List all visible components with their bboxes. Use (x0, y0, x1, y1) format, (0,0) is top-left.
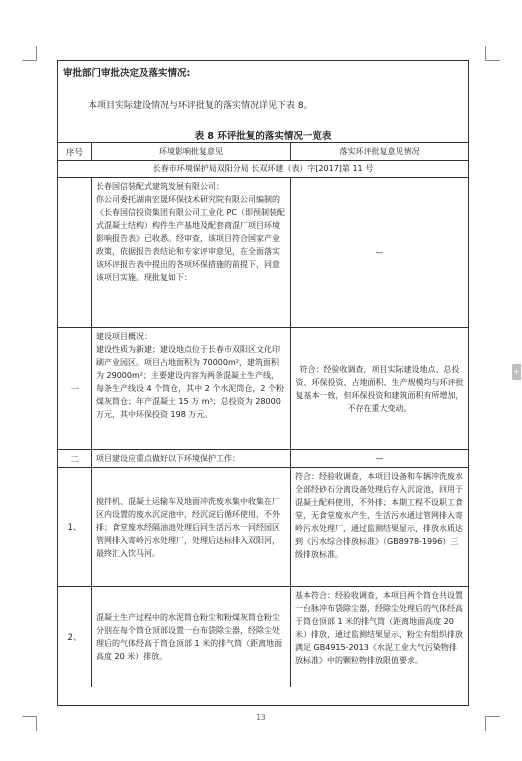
header-status: 落实环评批复意见情况 (339, 147, 420, 156)
table-title: 表 8 环评批复的落实情况一览表 (194, 131, 332, 142)
approval-section-frame (57, 60, 469, 706)
opinion-line: 长春国信装配式建筑发展有限公司： (96, 182, 224, 191)
row-number: 2、 (58, 587, 92, 687)
row-opinion (92, 450, 291, 467)
row-status: 符合：经验收调查，项目实际建设地点、总投资、环保投资、占地面积、生产规模均与环评批复基本一致，但环保投资和建筑面积有所增加，不存在重大变动。 (295, 364, 464, 413)
header-opinion: 环境影响批复意见 (92, 143, 291, 160)
reference-row (58, 161, 468, 178)
table-row (58, 178, 468, 328)
table-row (58, 587, 468, 687)
opinion-line: 搅拌机、混凝土运输车及地面冲洗废水集中收集在厂区内设置的废水沉淀池中，经沉淀后循环使用，不外排；食堂废水经隔油池处理后同生活污水一同经园区管网排入寄岭污水处理厂，处理后达标排入双阳河，最终汇入饮马河。 (96, 496, 280, 558)
section-title: 审批部门审批决定及落实情况: (63, 68, 191, 79)
row-status: 符合：经验收调查，本项目设备和车辆冲洗废水全部经砂石分离设备处理后存入沉淀池，回用于混凝土配料使用，不外排；本期工程不设职工食堂，无食堂废水产生，生活污水通过管网排入寄岭污水处理厂，通过监测结果显示，排放水质达到《污水综合排放标准》（GB8978-1996）三级排放标准。 (295, 472, 463, 559)
page-number: 13 (256, 713, 266, 722)
row-opinion (92, 468, 291, 586)
row-number: 1、 (58, 468, 92, 586)
table-header-row (58, 143, 468, 161)
approval-reference: 长春市环境保护局双阳分局 长双环建（表）字[2017]第 11 号 (152, 164, 374, 173)
row-status: — (375, 454, 384, 463)
opinion-line: 建设项目概况： (96, 332, 152, 341)
opinion-line: 混凝土生产过程中的水泥筒仓粉尘和粉煤灰筒仓粉尘分别在每个筒仓顶部设置一台布袋除尘器，经除尘处理后的气体经高于筒仓顶部 1 米的排气筒（距离地面高度 20 米）排放。 (96, 613, 283, 661)
row-status: — (375, 248, 384, 257)
opinion-line: 你公司委托湖南宏晟环保技术研究院有限公司编制的《长春国信投资集团有限公司工业化 PC（即预制装配式混凝土结构）构件生产基地及配套商混厂项目环境影响报告表》已收悉。经审查，该项目符合国家产业政策，依据报告表结论和专家评审意见，在全面落实该环评报告表中提出的各项环保措施的前提下，同意该项目实施。现批复如下： (96, 195, 285, 282)
table-row (58, 328, 468, 450)
row-number (58, 178, 92, 327)
row-opinion (92, 178, 291, 327)
table-row (58, 468, 468, 587)
row-number: 一 (58, 328, 92, 449)
approval-table (58, 142, 468, 687)
crop-mark-top-left (22, 46, 37, 61)
row-opinion (92, 328, 291, 449)
expand-tab-icon[interactable]: + (512, 364, 521, 380)
table-row (58, 450, 468, 468)
row-number: 二 (58, 450, 92, 467)
opinion-line: 项目建设应重点做好以下环境保护工作： (96, 454, 240, 463)
row-status: 基本符合：经验收调查，本项目两个筒仓共设置一台脉冲布袋除尘器，经除尘处理后的气体经高于筒仓顶部 1 米的排气筒（距离地面高度 20 米）排放，通过监测结果显示，粉尘有组织排放满足 GB4915-2013《水泥工业大气污染物排放标准》中的颗粒物排放限值要求。 (295, 591, 463, 665)
intro-paragraph: 本项目实际建设情况与环评批复的落实情况详见下表 8。 (88, 101, 313, 111)
header-no: 序号 (58, 143, 92, 160)
opinion-line: 建设性质为新建；建设地点位于长春市双阳区文化印刷产业园区。项目占地面积为 70000m²，建筑面积为 29000m²；主要建设内容为两条混凝土生产线，每条生产线设 4 个筒仓，其中 2 个水泥筒仓，2 个粉煤灰筒仓；年产混凝土 15 万 m³；总投资为 28000 万元，其中环保投资 198 万元。 (96, 345, 284, 419)
crop-mark-top-right (485, 46, 500, 61)
row-opinion (92, 587, 291, 687)
